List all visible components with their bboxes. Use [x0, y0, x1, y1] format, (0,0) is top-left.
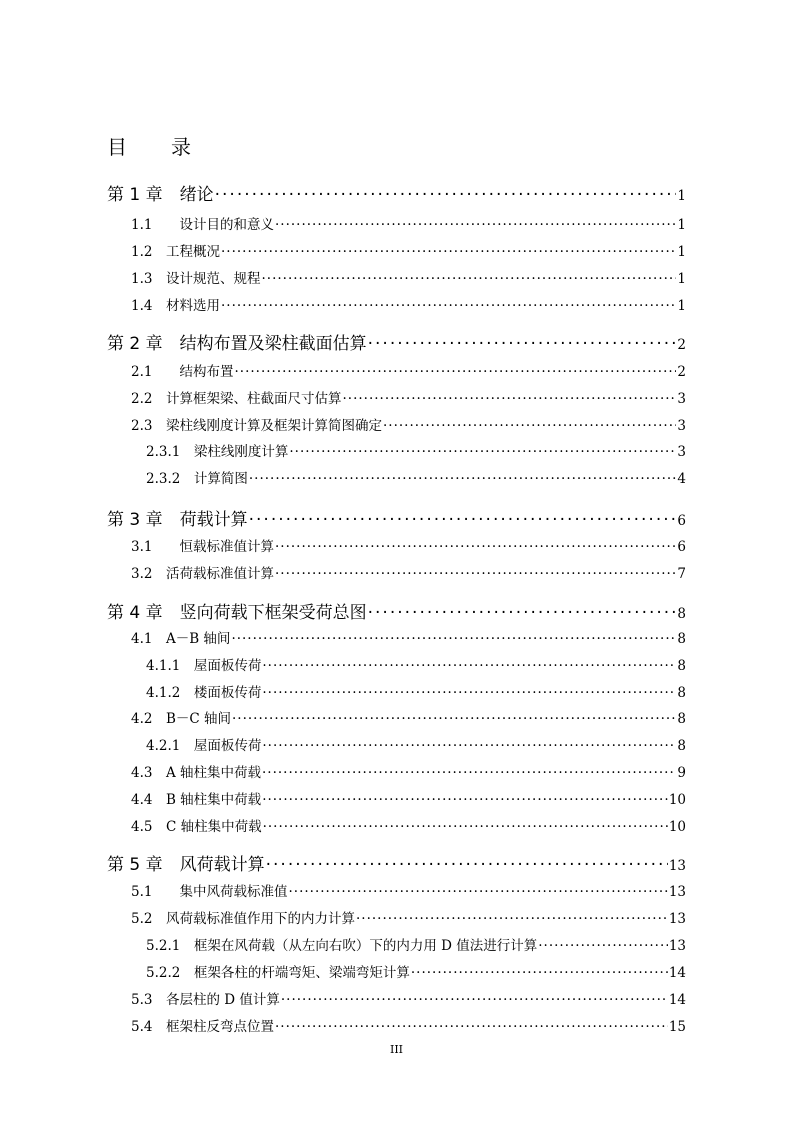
toc-entry-page: 3 — [677, 444, 686, 460]
toc-section-entry[interactable] — [131, 815, 686, 835]
toc-entry-page: 13 — [668, 911, 686, 927]
toc-entry-page: 14 — [668, 965, 686, 981]
toc-entry-label: 1.3 设计规范、规程 — [131, 271, 261, 287]
toc-dot-leader — [368, 334, 677, 354]
toc-entry-label: 5.3 各层柱的 D 值计算 — [131, 992, 280, 1008]
toc-entry-page: 1 — [677, 217, 686, 233]
toc-dot-leader — [275, 539, 676, 555]
toc-section-entry[interactable] — [131, 988, 686, 1008]
toc-entry-label: 第 4 章 竖向荷载下框架受荷总图 — [107, 603, 367, 623]
toc-entry-label: 第 5 章 风荷载计算 — [107, 855, 265, 875]
toc-chapter-entry[interactable] — [107, 850, 686, 875]
toc-dot-leader — [275, 566, 676, 582]
toc-entry-label: 4.2 B－C 轴间 — [131, 711, 232, 727]
toc-dot-leader — [262, 658, 676, 674]
toc-dot-leader — [221, 298, 676, 314]
toc-entry-label: 4.2.1 屋面板传荷 — [146, 738, 262, 754]
toc-entry-label: 3.1 恒载标准值计算 — [131, 539, 274, 555]
toc-entry-label: 1.2 工程概况 — [131, 244, 220, 260]
toc-entry-label: 2.1 结构布置 — [131, 364, 234, 380]
toc-entry-page: 7 — [677, 566, 686, 582]
toc-entry-label: 1.4 材料选用 — [131, 298, 220, 314]
toc-section-entry[interactable] — [131, 907, 686, 927]
toc-dot-leader — [234, 364, 676, 380]
toc-entry-page: 1 — [677, 271, 686, 287]
toc-entry-page: 4 — [677, 471, 686, 487]
toc-dot-leader — [289, 444, 676, 460]
toc-dot-leader — [261, 271, 676, 287]
toc-entry-page: 2 — [677, 364, 686, 380]
toc-section-entry[interactable] — [131, 267, 686, 287]
toc-entry-label: 第 1 章 绪论 — [107, 185, 214, 205]
toc-dot-leader — [221, 244, 676, 260]
toc-entry-label: 4.1.1 屋面板传荷 — [146, 658, 262, 674]
toc-dot-leader — [232, 711, 676, 727]
toc-chapter-entry[interactable] — [107, 180, 686, 205]
toc-entry-label: 2.2 计算框架梁、柱截面尺寸估算 — [131, 391, 342, 407]
toc-section-entry[interactable] — [131, 535, 686, 555]
toc-dot-leader — [215, 185, 677, 205]
toc-dot-leader — [281, 992, 668, 1008]
toc-entry-page: 8 — [677, 738, 686, 754]
toc-dot-leader — [538, 938, 668, 954]
toc-section-entry[interactable] — [146, 961, 686, 981]
toc-entry-page: 2 — [677, 337, 686, 353]
toc-entry-label: 2.3.2 计算简图 — [146, 471, 248, 487]
toc-entry-page: 13 — [668, 858, 686, 874]
toc-entry-page: 3 — [677, 391, 686, 407]
toc-entry-label: 第 2 章 结构布置及梁柱截面估算 — [107, 334, 367, 354]
toc-entry-page: 9 — [677, 765, 686, 781]
toc-entry-label: 5.1 集中风荷载标准值 — [131, 884, 288, 900]
toc-entry-label: 5.2.2 框架各柱的杆端弯矩、梁端弯矩计算 — [146, 965, 410, 981]
toc-section-entry[interactable] — [131, 213, 686, 233]
toc-entry-label: 1.1 设计目的和意义 — [131, 217, 274, 233]
toc-dot-leader — [383, 418, 676, 434]
toc-section-entry[interactable] — [131, 761, 686, 781]
toc-entry-page: 8 — [677, 685, 686, 701]
toc-entry-page: 10 — [668, 792, 686, 808]
toc-entry-label: 5.2.1 框架在风荷载（从左向右吹）下的内力用 D 值法进行计算 — [146, 938, 538, 954]
toc-entry-page: 14 — [668, 992, 686, 1008]
toc-entry-page: 8 — [677, 631, 686, 647]
toc-dot-leader — [263, 819, 668, 835]
toc-dot-leader — [288, 884, 667, 900]
toc-entry-label: 2.3.1 梁柱线刚度计算 — [146, 444, 289, 460]
toc-entry-label: 2.3 梁柱线刚度计算及框架计算简图确定 — [131, 418, 382, 434]
toc-chapter-entry[interactable] — [107, 329, 686, 354]
toc-entry-label: 4.1.2 楼面板传荷 — [146, 685, 262, 701]
toc-section-entry[interactable] — [146, 681, 686, 701]
toc-section-entry[interactable] — [131, 707, 686, 727]
page-title: 目 录 — [107, 135, 203, 159]
toc-dot-leader — [262, 685, 676, 701]
toc-dot-leader — [368, 603, 677, 623]
toc-entry-page: 1 — [677, 188, 686, 204]
toc-dot-leader — [262, 738, 676, 754]
toc-section-entry[interactable] — [131, 240, 686, 260]
toc-entry-page: 13 — [668, 884, 686, 900]
toc-dot-leader — [249, 471, 677, 487]
toc-entry-label: 4.3 A 轴柱集中荷载 — [131, 765, 262, 781]
toc-entry-page: 13 — [668, 938, 686, 954]
toc-entry-label: 4.4 B 轴柱集中荷载 — [131, 792, 262, 808]
toc-section-entry[interactable] — [131, 387, 686, 407]
page-number: III — [389, 1043, 404, 1056]
toc-dot-leader — [231, 631, 676, 647]
toc-entry-page: 10 — [668, 819, 686, 835]
toc-dot-leader — [342, 391, 676, 407]
toc-entry-label: 4.5 C 轴柱集中荷载 — [131, 819, 262, 835]
toc-entry-page: 3 — [677, 418, 686, 434]
toc-entry-label: 4.1 A－B 轴间 — [131, 631, 231, 647]
toc-entry-label: 第 3 章 荷载计算 — [107, 510, 248, 530]
toc-entry-page: 1 — [677, 244, 686, 260]
toc-section-entry[interactable] — [131, 414, 686, 434]
toc-dot-leader — [275, 217, 676, 233]
toc-entry-label: 5.4 框架柱反弯点位置 — [131, 1019, 274, 1035]
toc-section-entry[interactable] — [146, 934, 686, 954]
toc-section-entry[interactable] — [131, 294, 686, 314]
toc-dot-leader — [411, 965, 668, 981]
toc-entry-page: 6 — [677, 513, 686, 529]
toc-section-entry[interactable] — [146, 440, 686, 460]
toc-section-entry[interactable] — [131, 788, 686, 808]
toc-entry-label: 3.2 活荷载标准值计算 — [131, 566, 274, 582]
toc-entry-page: 8 — [677, 606, 686, 622]
toc-chapter-entry[interactable] — [107, 598, 686, 623]
toc-dot-leader — [275, 1019, 668, 1035]
toc-dot-leader — [262, 765, 676, 781]
toc-entry-page: 15 — [668, 1019, 686, 1035]
toc-section-entry[interactable] — [146, 654, 686, 674]
toc-section-entry[interactable] — [131, 1015, 686, 1035]
toc-section-entry[interactable] — [131, 627, 686, 647]
toc-dot-leader — [262, 792, 668, 808]
toc-section-entry[interactable] — [131, 880, 686, 900]
toc-chapter-entry[interactable] — [107, 505, 686, 530]
toc-entry-page: 8 — [677, 711, 686, 727]
toc-section-entry[interactable] — [131, 562, 686, 582]
toc-dot-leader — [266, 855, 668, 875]
toc-section-entry[interactable] — [131, 360, 686, 380]
toc-entry-label: 5.2 风荷载标准值作用下的内力计算 — [131, 911, 355, 927]
toc-section-entry[interactable] — [146, 734, 686, 754]
toc-section-entry[interactable] — [146, 467, 686, 487]
toc-dot-leader — [356, 911, 668, 927]
toc-entry-page: 6 — [677, 539, 686, 555]
toc-dot-leader — [249, 510, 677, 530]
toc-entry-page: 1 — [677, 298, 686, 314]
toc-entry-page: 8 — [677, 658, 686, 674]
